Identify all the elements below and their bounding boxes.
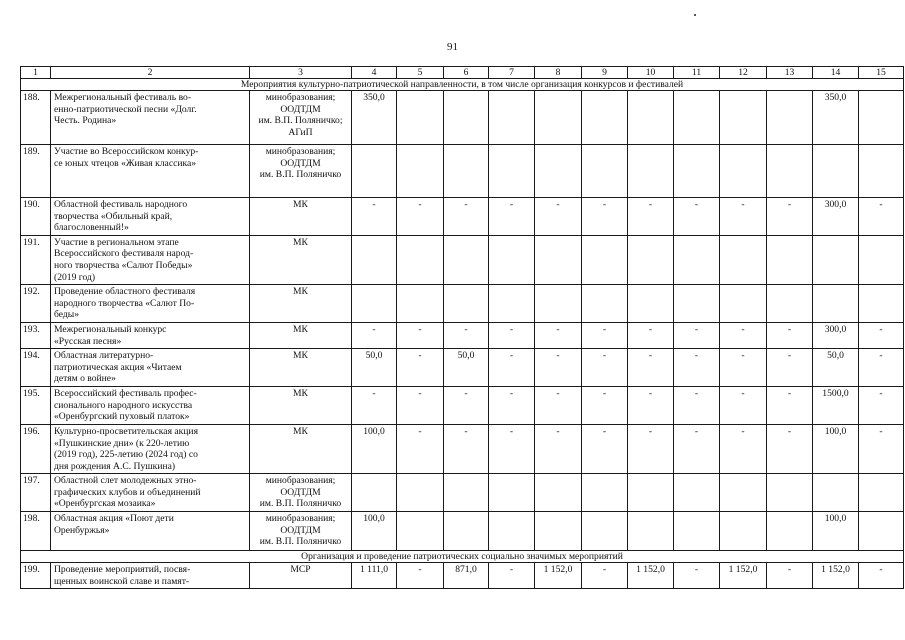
funding-value — [674, 91, 720, 145]
event-name: Всероссийский фестиваль профес- сионального народного искусства «Оренбургский пуховый платок» — [51, 387, 250, 425]
funding-value: - — [535, 387, 582, 425]
executor: минобразования; ООДТДМ им. В.П. Поляничко — [250, 512, 352, 551]
funding-value — [859, 91, 904, 145]
table-row — [21, 285, 904, 323]
funding-value: - — [444, 322, 489, 348]
funding-value — [859, 285, 904, 323]
row-number: 196. — [21, 424, 51, 473]
funding-value: - — [628, 349, 674, 387]
funding-value: - — [674, 424, 720, 473]
event-name: Участие во Всероссийском конкур- се юных чтецов «Живая классика» — [51, 145, 250, 198]
funding-value — [720, 145, 767, 198]
table-row — [21, 424, 904, 473]
funding-value: - — [397, 349, 444, 387]
funding-value — [628, 285, 674, 323]
column-header: 7 — [489, 67, 535, 79]
funding-value: 100,0 — [813, 512, 859, 551]
funding-value: - — [582, 387, 628, 425]
funding-value: 350,0 — [813, 91, 859, 145]
funding-value — [674, 145, 720, 198]
funding-value — [535, 474, 582, 512]
funding-value: - — [720, 198, 767, 236]
funding-value — [535, 145, 582, 198]
event-name: Межрегиональный фестиваль во- енно-патриотической песни «Долг. Честь. Родина» — [51, 91, 250, 145]
funding-value: - — [720, 387, 767, 425]
funding-value: - — [582, 349, 628, 387]
funding-value: - — [489, 349, 535, 387]
section-heading-row — [21, 551, 904, 563]
funding-value: - — [674, 387, 720, 425]
funding-value — [628, 474, 674, 512]
executor: МК — [250, 349, 352, 387]
page-number: 91 — [447, 41, 458, 53]
table-row — [21, 235, 904, 284]
funding-value: - — [535, 424, 582, 473]
column-header: 15 — [859, 67, 904, 79]
scan-speck — [694, 14, 696, 16]
funding-value — [767, 235, 813, 284]
funding-value — [720, 285, 767, 323]
funding-value — [859, 474, 904, 512]
column-header: 3 — [250, 67, 352, 79]
funding-value: - — [674, 349, 720, 387]
funding-value: - — [674, 322, 720, 348]
funding-value — [720, 512, 767, 551]
funding-value — [582, 145, 628, 198]
funding-value — [767, 512, 813, 551]
funding-value: - — [489, 198, 535, 236]
funding-value: - — [767, 198, 813, 236]
funding-value — [767, 91, 813, 145]
funding-value: - — [720, 424, 767, 473]
funding-value — [535, 235, 582, 284]
funding-value: - — [582, 563, 628, 589]
funding-value: - — [444, 198, 489, 236]
funding-value — [582, 512, 628, 551]
funding-value: - — [489, 424, 535, 473]
table-row — [21, 198, 904, 236]
funding-value: - — [352, 322, 397, 348]
column-header: 13 — [767, 67, 813, 79]
funding-value — [674, 235, 720, 284]
funding-value — [813, 235, 859, 284]
funding-value — [489, 145, 535, 198]
funding-value: - — [535, 349, 582, 387]
funding-value — [582, 235, 628, 284]
executor: минобразования; ООДТДМ им. В.П. Поляничко — [250, 474, 352, 512]
funding-value — [397, 145, 444, 198]
funding-value: - — [535, 198, 582, 236]
funding-value: 1500,0 — [813, 387, 859, 425]
funding-value: 300,0 — [813, 198, 859, 236]
funding-value: - — [767, 563, 813, 589]
funding-value: 100,0 — [352, 512, 397, 551]
funding-value — [628, 145, 674, 198]
funding-value — [444, 91, 489, 145]
funding-value — [813, 145, 859, 198]
column-header: 14 — [813, 67, 859, 79]
event-name: Областной слет молодежных этно- графических клубов и объединений «Оренбургская мозаика» — [51, 474, 250, 512]
funding-value: 1 152,0 — [535, 563, 582, 589]
event-name: Участие в региональном этапе Всероссийского фестиваля народ- ного творчества «Салют Победы» (2019 год) — [51, 235, 250, 284]
funding-value — [674, 474, 720, 512]
funding-value: - — [859, 198, 904, 236]
funding-value — [674, 285, 720, 323]
executor: МК — [250, 235, 352, 284]
funding-value: - — [859, 424, 904, 473]
column-header: 1 — [21, 67, 51, 79]
table-row — [21, 349, 904, 387]
funding-value: 300,0 — [813, 322, 859, 348]
funding-value: 1 152,0 — [813, 563, 859, 589]
funding-value — [813, 474, 859, 512]
executor: минобразования; ООДТДМ им. В.П. Поляничко — [250, 145, 352, 198]
funding-value: 50,0 — [444, 349, 489, 387]
funding-value: - — [397, 322, 444, 348]
funding-value — [582, 474, 628, 512]
event-name: Областной фестиваль народного творчества «Обильный край, благословенный!» — [51, 198, 250, 236]
funding-value: - — [674, 198, 720, 236]
funding-value — [397, 235, 444, 284]
funding-value: 1 152,0 — [720, 563, 767, 589]
column-header: 4 — [352, 67, 397, 79]
funding-value — [582, 285, 628, 323]
table-row — [21, 91, 904, 145]
funding-value: - — [489, 563, 535, 589]
funding-value: 1 152,0 — [628, 563, 674, 589]
row-number: 188. — [21, 91, 51, 145]
event-name: Областная акция «Поют дети Оренбуржья» — [51, 512, 250, 551]
funding-value: - — [720, 349, 767, 387]
executor: МСР — [250, 563, 352, 589]
event-name: Проведение мероприятий, посвя- щенных воинской славе и памят- — [51, 563, 250, 589]
funding-value — [352, 235, 397, 284]
funding-value: - — [397, 424, 444, 473]
event-name: Культурно-просветительская акция «Пушкинские дни» (к 220-летию (2019 год), 225-летию (2024 год) со дня рождения А.С. Пушкина) — [51, 424, 250, 473]
funding-value: 100,0 — [352, 424, 397, 473]
funding-value: 50,0 — [813, 349, 859, 387]
funding-value — [489, 235, 535, 284]
event-name: Межрегиональный конкурс «Русская песня» — [51, 322, 250, 348]
funding-value: - — [859, 387, 904, 425]
funding-value: - — [628, 387, 674, 425]
funding-value — [674, 512, 720, 551]
funding-value: 871,0 — [444, 563, 489, 589]
funding-value: - — [767, 387, 813, 425]
funding-value — [352, 145, 397, 198]
row-number: 191. — [21, 235, 51, 284]
section-heading: Организация и проведение патриотических социально значимых мероприятий — [21, 551, 904, 563]
funding-value — [489, 91, 535, 145]
funding-value: - — [767, 349, 813, 387]
budget-table — [20, 66, 904, 589]
table-row — [21, 512, 904, 551]
event-name: Областная литературно- патриотическая акция «Читаем детям о войне» — [51, 349, 250, 387]
funding-value: 350,0 — [352, 91, 397, 145]
executor: МК — [250, 424, 352, 473]
funding-value — [444, 285, 489, 323]
funding-value: - — [489, 322, 535, 348]
header-row — [21, 67, 904, 79]
funding-value — [720, 474, 767, 512]
funding-value: - — [859, 563, 904, 589]
funding-value — [352, 285, 397, 323]
table-row — [21, 322, 904, 348]
funding-value: 1 111,0 — [352, 563, 397, 589]
row-number: 190. — [21, 198, 51, 236]
funding-value: - — [352, 387, 397, 425]
funding-value: 100,0 — [813, 424, 859, 473]
section-heading: Мероприятия культурно-патриотической направленности, в том числе организация конкурсов и фестивалей — [21, 79, 904, 91]
funding-value — [397, 91, 444, 145]
funding-value — [767, 145, 813, 198]
column-header: 11 — [674, 67, 720, 79]
event-name: Проведение областного фестиваля народного творчества «Салют По- беды» — [51, 285, 250, 323]
funding-value — [397, 512, 444, 551]
row-number: 197. — [21, 474, 51, 512]
funding-value: - — [859, 322, 904, 348]
funding-value: - — [628, 424, 674, 473]
funding-value: - — [444, 424, 489, 473]
row-number: 195. — [21, 387, 51, 425]
funding-value — [767, 285, 813, 323]
funding-value — [489, 474, 535, 512]
funding-value — [352, 474, 397, 512]
funding-value: - — [397, 198, 444, 236]
funding-value — [628, 512, 674, 551]
funding-value — [813, 285, 859, 323]
funding-value: - — [489, 387, 535, 425]
table-row — [21, 474, 904, 512]
row-number: 193. — [21, 322, 51, 348]
funding-value — [720, 235, 767, 284]
funding-value: - — [397, 387, 444, 425]
funding-value — [535, 512, 582, 551]
funding-value: - — [535, 322, 582, 348]
funding-value: - — [397, 563, 444, 589]
funding-value — [582, 91, 628, 145]
funding-value — [444, 145, 489, 198]
column-header: 2 — [51, 67, 250, 79]
table-body — [21, 67, 904, 589]
funding-value: - — [582, 322, 628, 348]
funding-value: - — [674, 563, 720, 589]
funding-value: - — [628, 198, 674, 236]
funding-value — [859, 145, 904, 198]
row-number: 198. — [21, 512, 51, 551]
funding-value — [767, 474, 813, 512]
funding-value — [444, 235, 489, 284]
funding-value: - — [767, 322, 813, 348]
funding-value — [628, 235, 674, 284]
section-heading-row — [21, 79, 904, 91]
executor: МК — [250, 387, 352, 425]
funding-value — [489, 285, 535, 323]
column-header: 5 — [397, 67, 444, 79]
funding-value: - — [628, 322, 674, 348]
funding-value: - — [859, 349, 904, 387]
funding-value — [444, 512, 489, 551]
table-row — [21, 145, 904, 198]
column-header: 10 — [628, 67, 674, 79]
funding-value: 50,0 — [352, 349, 397, 387]
funding-value — [397, 285, 444, 323]
column-header: 6 — [444, 67, 489, 79]
funding-value — [535, 285, 582, 323]
funding-value: - — [767, 424, 813, 473]
row-number: 194. — [21, 349, 51, 387]
funding-value: - — [720, 322, 767, 348]
funding-value — [859, 512, 904, 551]
column-header: 9 — [582, 67, 628, 79]
column-header: 8 — [535, 67, 582, 79]
funding-value: - — [582, 198, 628, 236]
row-number: 199. — [21, 563, 51, 589]
table-row — [21, 563, 904, 589]
column-header: 12 — [720, 67, 767, 79]
funding-value — [397, 474, 444, 512]
funding-value — [859, 235, 904, 284]
funding-value — [628, 91, 674, 145]
funding-value — [444, 474, 489, 512]
funding-value — [489, 512, 535, 551]
funding-value — [535, 91, 582, 145]
executor: минобразования; ООДТДМ им. В.П. Поляничко; АГиП — [250, 91, 352, 145]
funding-value: - — [352, 198, 397, 236]
row-number: 189. — [21, 145, 51, 198]
funding-value: - — [444, 387, 489, 425]
row-number: 192. — [21, 285, 51, 323]
funding-value — [720, 91, 767, 145]
table-row — [21, 387, 904, 425]
funding-value: - — [582, 424, 628, 473]
executor: МК — [250, 322, 352, 348]
executor: МК — [250, 285, 352, 323]
executor: МК — [250, 198, 352, 236]
